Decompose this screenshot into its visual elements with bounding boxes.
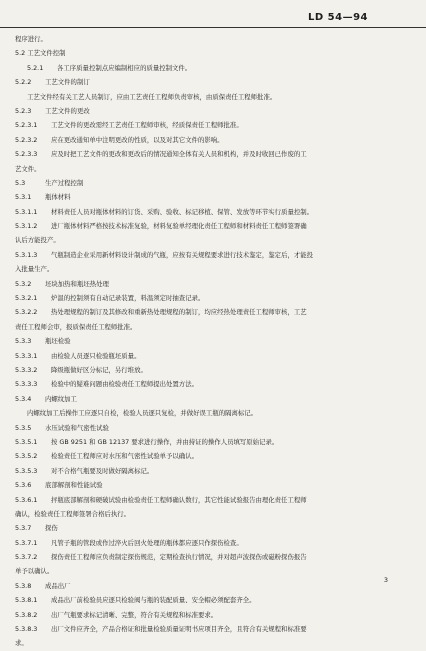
clause-number: 5.3.1 — [15, 193, 32, 202]
clause-text: 抨瓶底部解剖和硬破试验由检验责任工程师确认数行，其它性能试验报告由理化责任工程师 — [51, 495, 307, 504]
clause-line — [15, 421, 413, 435]
clause-line — [15, 478, 413, 492]
clause-text: 成品出厂 — [45, 581, 71, 590]
clause-line — [15, 536, 413, 550]
text-line — [15, 564, 413, 578]
clause-line — [15, 579, 413, 593]
clause-number: 5.3.1.3 — [15, 250, 38, 259]
text-line — [15, 507, 413, 521]
clause-number: 5.3.7 — [15, 524, 32, 533]
text-line — [15, 406, 413, 420]
clause-text: 单予以确认。 — [15, 567, 54, 576]
text-line — [15, 162, 413, 176]
clause-line — [15, 104, 413, 118]
clause-text: 凡管子瓶的管段或作过淬火后回火处理的瓶体都应逐只作探伤检查。 — [51, 538, 243, 547]
clause-line — [15, 219, 413, 233]
standard-number: LD 54—94 — [308, 12, 368, 23]
clause-line — [15, 608, 413, 622]
clause-line — [15, 435, 413, 449]
clause-line — [15, 449, 413, 463]
text-line — [15, 32, 413, 46]
clause-text: 检验中的疑难问题由检验责任工程师提出处置方法。 — [51, 380, 198, 389]
text-line — [15, 233, 413, 247]
clause-line — [15, 118, 413, 132]
clause-text: 探伤责任工程师应负责制定探伤规范，定期检查执行情况，并对超声波探伤或磁粉探伤报告 — [51, 553, 307, 562]
clause-line — [15, 550, 413, 564]
clause-line — [15, 305, 413, 319]
clause-number: 5.3.6.1 — [15, 495, 38, 504]
clause-line — [15, 205, 413, 219]
clause-line — [15, 334, 413, 348]
document-body — [15, 32, 413, 651]
clause-number: 5.3.1.1 — [15, 207, 38, 216]
clause-text: 应在更改通知单中注明更改的性质，以及对其它文件的影响。 — [51, 135, 224, 144]
clause-line — [15, 363, 413, 377]
clause-text: 由检验人员逐只检验瓶坯质量。 — [51, 351, 141, 360]
clause-line — [15, 147, 413, 161]
clause-line — [15, 622, 413, 636]
clause-text: 入批量生产。 — [15, 265, 54, 274]
clause-text: 瓶体材料 — [45, 193, 71, 202]
clause-line — [15, 593, 413, 607]
clause-number: 5.3.8.2 — [15, 610, 38, 619]
clause-number: 5.3.8 — [15, 581, 32, 590]
clause-number: 5.3.2.1 — [15, 294, 38, 303]
clause-line — [15, 190, 413, 204]
text-line — [15, 320, 413, 334]
clause-text: 工艺文件的更改 — [45, 106, 90, 115]
clause-text: 责任工程师会审，报质保责任工程师批准。 — [15, 322, 137, 331]
clause-number: 5.3.5.3 — [15, 466, 38, 475]
clause-number: 5.2.3 — [15, 106, 32, 115]
text-line — [15, 636, 413, 650]
clause-line — [15, 133, 413, 147]
clause-text: 降级瓶做好区分标记，另行堆放。 — [51, 365, 147, 374]
clause-number: 5.3.2.2 — [15, 308, 38, 317]
clause-number: 5.2.2 — [15, 78, 32, 87]
clause-number: 5.3.8.1 — [15, 596, 38, 605]
clause-text: 检验责任工程师应对水压和气密性试验单予以确认。 — [51, 452, 198, 461]
clause-line — [15, 291, 413, 305]
clause-text: 材料责任人员对瓶体材料的订货、采购、验收、标记移植、保管、发放等环节实行质量控制。 — [51, 207, 314, 216]
clause-text: 出厂气瓶要求标记清晰、完整，符合有关规程和标准要求。 — [51, 610, 218, 619]
clause-text: 水压试验和气密性试验 — [45, 423, 109, 432]
page-header — [0, 0, 426, 30]
clause-line — [15, 392, 413, 406]
clause-text: 底部解剖和性能试验 — [45, 481, 103, 490]
clause-text: 程序进行。 — [15, 35, 47, 43]
clause-number: 5.3.2 — [15, 279, 32, 288]
clause-text: 5.2 工艺文件控制 — [15, 49, 66, 58]
clause-number: 5.3.3.1 — [15, 351, 38, 360]
clause-line — [15, 75, 413, 89]
clause-text: 内螺纹加工后操作工应逐只自检，检验人员逐只复检，并做好误工瓶的隔离标记。 — [27, 409, 258, 418]
clause-number: 5.3.7.1 — [15, 538, 38, 547]
clause-text: 工艺文件的更改需经工艺责任工程师审核，经质保责任工程师批准。 — [51, 121, 243, 130]
clause-number: 5.2.1 — [27, 63, 44, 72]
clause-number: 5.2.3.1 — [15, 121, 38, 130]
clause-text: 探伤 — [45, 524, 58, 533]
clause-text: 气瓶制造企业采用新材料设计制成的气瓶，应按有关规程要求进行技术鉴定，鉴定后，才能投 — [51, 250, 314, 259]
clause-line — [15, 61, 413, 75]
clause-text: 求。 — [15, 639, 28, 648]
clause-number: 5.3.6 — [15, 481, 32, 490]
clause-number: 5.3.3.3 — [15, 380, 38, 389]
clause-line — [15, 377, 413, 391]
clause-text: 应及时把工艺文件的更改和更改后的情况通知全体有关人员和机构，并及时收回已作废的工 — [51, 150, 307, 159]
clause-number: 5.3.8.3 — [15, 625, 38, 634]
text-line — [15, 262, 413, 276]
clause-text: 瓶坯检验 — [45, 337, 71, 346]
clause-line — [15, 464, 413, 478]
clause-text: 艺文件。 — [15, 164, 41, 173]
clause-number: 5.3.5 — [15, 423, 32, 432]
clause-text: 进厂瓶体材料严格按技术标准复验，材料复验单经理化责任工程师和材料责任工程师签署确 — [51, 222, 307, 231]
clause-line — [15, 521, 413, 535]
text-line — [15, 90, 413, 104]
clause-number: 5.3.4 — [15, 394, 32, 403]
page-number: 3 — [383, 576, 388, 584]
clause-number: 5.2.3.2 — [15, 135, 38, 144]
clause-number: 5.2.3.3 — [15, 150, 38, 159]
clause-number: 5.3.1.2 — [15, 222, 38, 231]
clause-number: 5.3.7.2 — [15, 553, 38, 562]
clause-text: 认后方能投产。 — [15, 236, 60, 245]
clause-number: 5.3 — [15, 178, 26, 187]
clause-number: 5.3.3 — [15, 337, 32, 346]
clause-line — [15, 176, 413, 190]
clause-text: 生产过程控制 — [45, 178, 84, 187]
clause-number: 5.3.5.1 — [15, 437, 38, 446]
clause-text: 成品出厂前检验员应逐只检验阀与瓶的装配质量、安全帽必须配套齐全。 — [51, 596, 256, 605]
clause-text: 对不合格气瓶要及时做好隔离标记。 — [51, 466, 154, 475]
clause-number: 5.3.3.2 — [15, 365, 38, 374]
clause-text: 出厂文件应齐全，产品合格证和批量检验质量证明书应项目齐全，且符合有关规程和标准要 — [51, 625, 307, 634]
clause-text: 炉温的控制须有自动记录装置，料温须定时抽查记录。 — [51, 294, 205, 303]
clause-line — [15, 493, 413, 507]
clause-text: 热处理规程的制订及其修改和重新热处理规程的制订，均应经热处理责任工程师审核，工艺 — [51, 308, 307, 317]
clause-text: 工艺文件的制订 — [45, 78, 90, 87]
clause-text: 坯块加热和瓶坯热处理 — [45, 279, 109, 288]
clause-text: 确认，检验责任工程师签署合格后执行。 — [15, 509, 131, 518]
clause-line — [15, 349, 413, 363]
text-line — [15, 46, 413, 60]
clause-line — [15, 277, 413, 291]
header-rule — [0, 27, 426, 28]
clause-text: 内螺纹加工 — [45, 394, 77, 403]
clause-text: 各工序质量控制点应编制相应的质量控制文件。 — [57, 63, 192, 72]
clause-text: 按 GB 9251 和 GB 12137 要求进行操作，并由持证的操作人员填写原始记录。 — [51, 437, 279, 446]
clause-number: 5.3.5.2 — [15, 452, 38, 461]
clause-text: 工艺文件经有关工艺人员制订，应由工艺责任工程师负责审核，由质保责任工程师批准。 — [27, 92, 277, 101]
clause-line — [15, 248, 413, 262]
